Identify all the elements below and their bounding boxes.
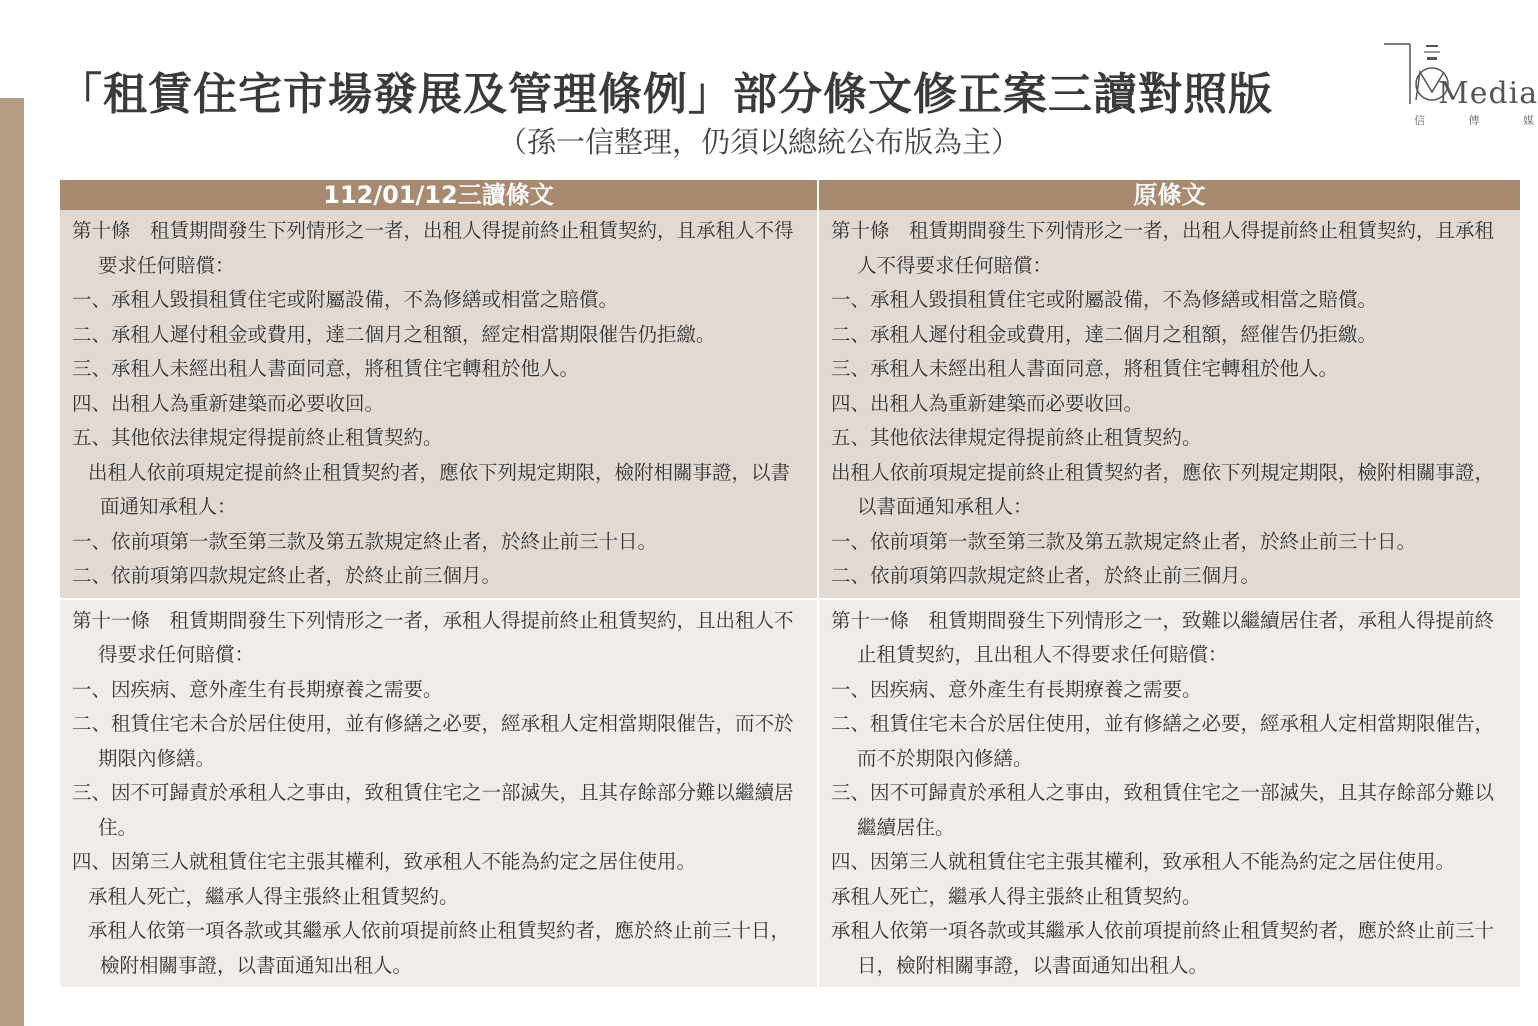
text-line: 二、租賃住宅未合於居住使用，並有修繕之必要，經承租人定相當期限催告，而不於期限內修繕。 [72,712,794,770]
text-line: 承租人依第一項各款或其繼承人依前項提前終止租賃契約者，應於終止前三十日，檢附相關事證，以書面通知出租人。 [88,919,791,977]
text-line: 出租人依前項規定提前終止租賃契約者，應依下列規定期限，檢附相關事證，以書面通知承租人： [831,460,1495,518]
text-line: 一、因疾病、意外產生有長期療養之需要。 [72,677,443,701]
text-line: 二、租賃住宅未合於居住使用，並有修繕之必要，經承租人定相當期限催告，而不於期限內修繕。 [831,712,1495,770]
article-11-old-cell [818,599,1520,988]
text-line: 三、承租人未經出租人書面同意，將租賃住宅轉租於他人。 [72,357,580,380]
text-line: 承租人死亡，繼承人得主張終止租賃契約。 [831,884,1202,908]
text-line: 出租人依前項規定提前終止租賃契約者，應依下列規定期限，檢附相關事證，以書面通知承租人： [88,460,791,518]
table-row [60,599,1520,988]
text-line: 四、因第三人就租賃住宅主張其權利，致承租人不能為約定之居住使用。 [831,850,1456,873]
text-line: 一、承租人毀損租賃住宅或附屬設備，不為修繕或相當之賠償。 [72,288,619,311]
text-line: 五、其他依法律規定得提前終止租賃契約。 [831,426,1202,449]
text-line: 四、因第三人就租賃住宅主張其權利，致承租人不能為約定之居住使用。 [72,850,697,873]
table-header-row [60,180,1520,210]
text-line: 二、承租人遲付租金或費用，達二個月之租額，經定相當期限催告仍拒繳。 [72,322,716,346]
text-line: 三、因不可歸責於承租人之事由，致租賃住宅之一部滅失，且其存餘部分難以繼續居住。 [831,781,1495,839]
text-line: 五、其他依法律規定得提前終止租賃契約。 [72,426,443,449]
logo-text: Media [1438,76,1538,111]
text-line: 承租人依第一項各款或其繼承人依前項提前終止租賃契約者，應於終止前三十日，檢附相關事證，以書面通知出租人。 [831,919,1495,977]
text-line: 四、出租人為重新建築而必要收回。 [72,391,385,415]
page-subtitle: （孫一信整理，仍須以總統公布版為主） [498,125,1021,159]
text-line: 第十一條 租賃期間發生下列情形之一，致難以繼續居住者，承租人得提前終止租賃契約，且出租人不得要求任何賠償： [831,608,1495,666]
comparison-table [60,180,1520,987]
header-old-text: 原條文 [818,180,1520,210]
text-line: 一、因疾病、意外產生有長期療養之需要。 [831,677,1202,701]
article-11-new-cell [60,599,818,988]
text-line: 四、出租人為重新建築而必要收回。 [831,391,1144,415]
text-line: 第十條 租賃期間發生下列情形之一者，出租人得提前終止租賃契約，且承租人不得要求任何賠償： [72,219,794,277]
text-line: 第十一條 租賃期間發生下列情形之一者，承租人得提前終止租賃契約，且出租人不得要求任何賠償： [72,608,794,666]
left-accent-bar [0,98,24,1026]
logo-subtext: 信 傳 媒 [1414,114,1534,127]
article-10-old-cell [818,210,1520,599]
article-10-new-cell [60,210,818,599]
text-line: 承租人死亡，繼承人得主張終止租賃契約。 [88,884,459,908]
text-line: 二、承租人遲付租金或費用，達二個月之租額，經催告仍拒繳。 [831,322,1378,346]
text-line: 一、依前項第一款至第三款及第五款規定終止者，於終止前三十日。 [72,529,658,553]
text-line: 一、依前項第一款至第三款及第五款規定終止者，於終止前三十日。 [831,529,1417,553]
text-line: 二、依前項第四款規定終止者，於終止前三個月。 [831,564,1261,587]
page-title: 「租賃住宅市場發展及管理條例」部分條文修正案三讀對照版 [58,69,1273,120]
header-new-text: 112/01/12三讀條文 [60,180,818,210]
table-row [60,210,1520,599]
text-line: 三、承租人未經出租人書面同意，將租賃住宅轉租於他人。 [831,357,1339,380]
media-logo [1380,38,1536,128]
text-line: 三、因不可歸責於承租人之事由，致租賃住宅之一部滅失，且其存餘部分難以繼續居住。 [72,781,794,839]
text-line: 一、承租人毀損租賃住宅或附屬設備，不為修繕或相當之賠償。 [831,288,1378,311]
text-line: 二、依前項第四款規定終止者，於終止前三個月。 [72,564,502,587]
text-line: 第十條 租賃期間發生下列情形之一者，出租人得提前終止租賃契約，且承租人不得要求任何賠償： [831,219,1495,277]
